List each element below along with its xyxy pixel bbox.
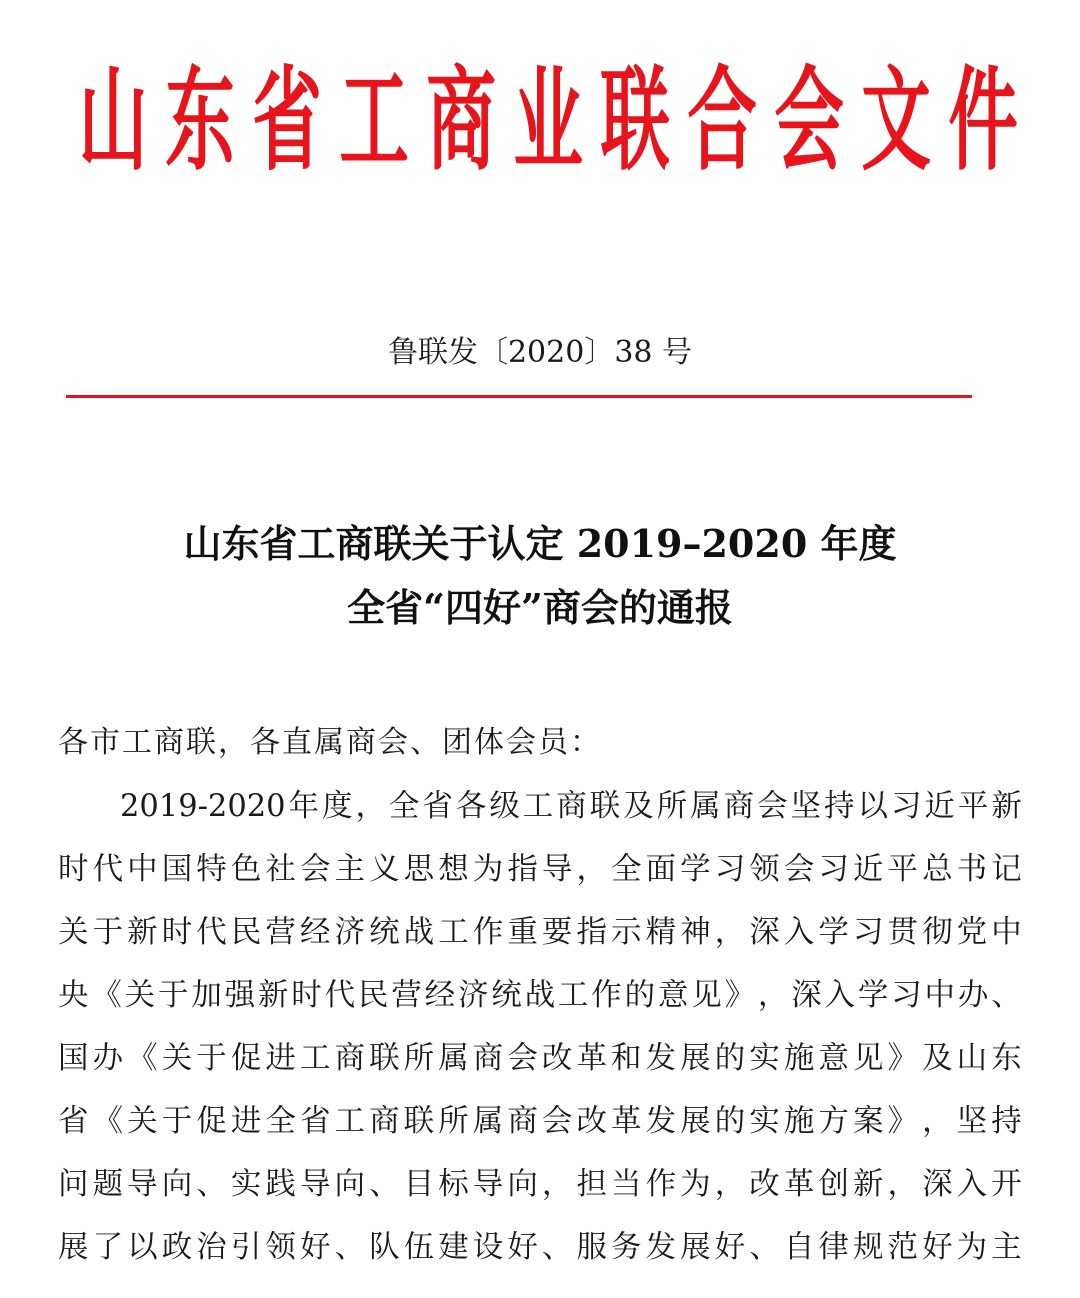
body-line: 2019-2020 年 度 ， 全 省 各 级 工 商 联 及 所 属 商 会 坚 持 以 习 近 平 新: [120, 789, 1022, 824]
document-number: 鲁联发〔2020〕38 号: [387, 335, 693, 370]
header-char: 省: [252, 56, 322, 186]
document-title: [0, 512, 1080, 640]
body-line: 央 《 关 于 加 强 新 时 代 民 营 经 济 统 战 工 作 的 意 见 》 ， 深 入 学 习 中 办 、: [58, 978, 1022, 1013]
salutation: 各市工商联，各直属商会、团体会员：: [58, 725, 602, 760]
header-char: 联: [600, 56, 670, 186]
header-char: 会: [774, 56, 844, 186]
red-divider-line: [66, 395, 972, 398]
header-char: 文: [861, 56, 931, 186]
body-line: 时 代 中 国 特 色 社 会 主 义 思 想 为 指 导 ， 全 面 学 习 领 会 习 近 平 总 书 记: [58, 852, 1022, 887]
header-char: 山: [78, 56, 148, 186]
header-char: 商: [426, 56, 496, 186]
body-line: 关 于 新 时 代 民 营 经 济 统 战 工 作 重 要 指 示 精 神 ， 深 入 学 习 贯 彻 党 中: [58, 915, 1022, 950]
body-line: 省 《 关 于 促 进 全 省 工 商 联 所 属 商 会 改 革 发 展 的 实 施 方 案 》 ， 坚 持: [58, 1104, 1022, 1139]
header-char: 东: [165, 56, 235, 186]
header-char: 业: [513, 56, 583, 186]
title-line-1: 山东省工商联关于认定 2019–2020 年度: [183, 521, 897, 566]
body-line: 国 办 《 关 于 促 进 工 商 联 所 属 商 会 改 革 和 发 展 的 实 施 意 见 》 及 山 东: [58, 1041, 1022, 1076]
title-line-2: 全省“四好”商会的通报: [347, 585, 733, 630]
header-char: 工: [339, 56, 409, 186]
header-char: 件: [948, 56, 1018, 186]
body-line: 展 了 以 政 治 引 领 好 、 队 伍 建 设 好 、 服 务 发 展 好 、 自 律 规 范 好 为 主: [58, 1230, 1022, 1265]
body-text: [58, 779, 1022, 1283]
header-char: 合: [687, 56, 757, 186]
red-header-title: [62, 46, 1018, 196]
body-line: 问 题 导 向 、 实 践 导 向 、 目 标 导 向 ， 担 当 作 为 ， 改 革 创 新 ， 深 入 开: [58, 1167, 1022, 1202]
